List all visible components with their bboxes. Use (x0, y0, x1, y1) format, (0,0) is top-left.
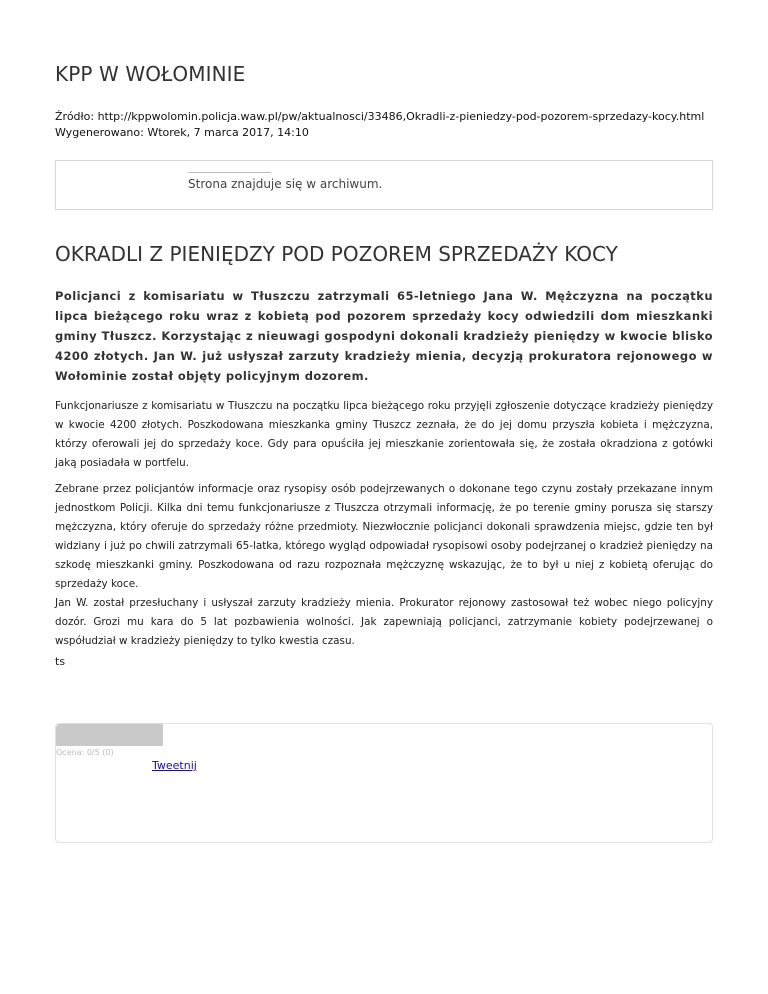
article-lead: Policjanci z komisariatu w Tłuszczu zatrzymali 65-letniego Jana W. Mężczyzna na początku lipca bieżącego roku wraz z kobietą pod pozorem sprzedaży kocy odwiedzili dom mieszkanki gminy Tłuszcz. Korzystając z nieuwagi gospodyni dokonali kradzieży pieniędzy w kwocie blisko 4200 złotych. Jan W. już usłyszał zarzuty kradzieży mienia, decyzją prokuratora rejonowego w Wołominie został objęty policyjnym dozorem. (55, 289, 713, 383)
generated-date: Wygenerowano: Wtorek, 7 marca 2017, 14:10 (55, 126, 309, 139)
meta-info (55, 109, 704, 141)
site-title: KPP W WOŁOMINIE (55, 62, 246, 86)
article-title: OKRADLI Z PIENIĘDZY POD POZOREM SPRZEDAŻY KOCY (55, 242, 618, 266)
article-signature: ts (55, 655, 66, 668)
archive-divider (188, 172, 271, 173)
article-paragraph-3: Jan W. został przesłuchany i usłyszał zarzuty kradzieży mienia. Prokurator rejonowy zastosował też wobec niego policyjny dozór. Grozi mu kara do 5 lat pozbawienia wolności. Jak zapewniają policjanci, zatrzymanie kobiety podejrzewanej o współudział w kradzieży pieniędzy to tylko kwestia czasu. (55, 597, 713, 647)
rating-label: Ocena: 0/5 (0) (56, 748, 114, 757)
article-paragraph-1: Funkcjonariusze z komisariatu w Tłuszczu na początku lipca bieżącego roku przyjęli zgłoszenie dotyczące kradzieży pieniędzy w kwocie 4200 złotych. Poszkodowana mieszkanka gminy Tłuszcz zeznała, że do jej domu przyszła kobieta i mężczyzna, którzy oferowali jej do sprzedaży koce. Gdy para opuściła jej mieszkanie zorientowała się, że została okradziona z gotówki jaką posiadała w portfelu. (55, 400, 713, 469)
source-url: Źródło: http://kppwolomin.policja.waw.pl/pw/aktualnosci/33486,Okradli-z-pieniedzy-pod-pozorem-sprzedazy-kocy.html (55, 110, 705, 123)
archive-notice-box (55, 160, 713, 210)
rating-bar[interactable] (56, 724, 163, 746)
article-paragraph-2: Zebrane przez policjantów informacje oraz rysopisy osób podejrzewanych o dokonane tego czynu zostały przekazane innym jednostkom Policji. Kilka dni temu funkcjonariusze z Tłuszcza otrzymali informację, że po terenie gminy porusza się starszy mężczyzna, który oferuje do sprzedaży różne przedmioty. Niezwłocznie policjanci dokonali sprawdzenia miejsc, gdzie ten był widziany i już po chwili zatrzymali 65-latka, którego wygląd odpowiadał rysopisowi osoby podejrzanej o kradzież pieniędzy na szkodę mieszkanki gminy. Poszkodowana od razu rozpoznała mężczyznę wskazując, że to był u niej z kobietą oferując do sprzedaży koce. (55, 483, 713, 590)
rating-box (55, 723, 713, 843)
tweet-link[interactable]: Tweetnij (152, 759, 197, 772)
archive-notice: Strona znajduje się w archiwum. (188, 177, 383, 191)
